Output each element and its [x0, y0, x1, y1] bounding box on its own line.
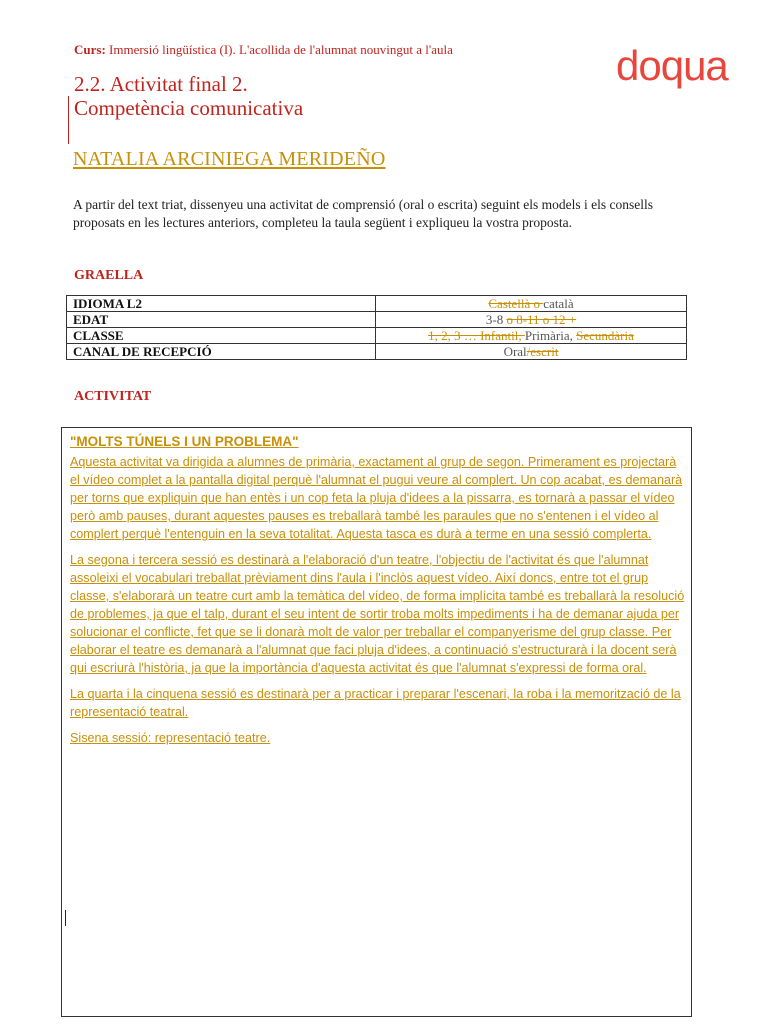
graella-heading: GRAELLA [74, 268, 144, 283]
activitat-content[interactable] [70, 433, 688, 755]
deleted-text: Secundària [576, 327, 634, 343]
deleted-text: Castellà o [488, 295, 544, 311]
graella-value[interactable] [376, 328, 687, 344]
text-cursor [65, 910, 66, 926]
activitat-paragraph: Sisena sessió: representació teatre. [70, 731, 271, 745]
selected-value: Primària, [524, 327, 577, 343]
graella-value[interactable] [376, 296, 687, 312]
title-accent-bar [68, 96, 69, 144]
title-block [74, 72, 303, 120]
activitat-heading: ACTIVITAT [74, 389, 152, 404]
graella-key: EDAT [67, 312, 376, 328]
graella-row [67, 312, 687, 328]
selected-value: Oral [503, 343, 527, 359]
activitat-title: "MOLTS TÚNELS I UN PROBLEMA" [70, 434, 299, 449]
course-text: Immersió lingüística (I). L'acollida de l'alumnat nouvingut a l'aula [109, 42, 453, 57]
page-title: 2.2. Activitat final 2. [74, 72, 248, 96]
graella-value[interactable] [376, 344, 687, 360]
doqua-logo [616, 44, 756, 106]
graella-value[interactable] [376, 312, 687, 328]
deleted-text: o 8-11 o 12 + [506, 311, 577, 327]
logo-text: doqua [616, 44, 728, 89]
graella-key: CANAL DE RECEPCIÓ [67, 344, 376, 360]
activitat-paragraph: Aquesta activitat va dirigida a alumnes de primària, exactament al grup de segon. Primerament es projectarà el vídeo complet a la pantalla digital perquè l'alumnat el pugui veure al complert. Un cop acabat, es demanarà per torns que expliquin que han entès i un cop feta la pluja d'idees a la pissarra, es tornarà a passar el vídeo però amb pauses, durant aquestes pauses es treballarà també les paraules que no s'entenen i el vídeo al complert perquè l'entenguin en la seva totalitat. Aquesta tasca es durà a terme en una sessió complerta. [70, 455, 683, 541]
activitat-paragraph: La quarta i la cinquena sessió es destinarà per a practicar i preparar l'escenari, la roba i la memorització de la representació teatral. [70, 687, 681, 719]
graella-key: IDIOMA L2 [67, 296, 376, 312]
graella-key: CLASSE [67, 328, 376, 344]
graella-row [67, 344, 687, 360]
graella-row [67, 296, 687, 312]
graella-row [67, 328, 687, 344]
deleted-text: 1, 2, 3 … Infantil, [428, 327, 525, 343]
activitat-paragraph: La segona i tercera sessió es destinarà a l'elaboració d'un teatre, l'objectiu de l'activitat és que l'alumnat assoleixi el vocabulari treballat prèviament dins l'aula i l'inclòs aquest vídeo. Així doncs, entre tot el grup classe, s'elaborarà un teatre curt amb la temàtica del vídeo, de forma implícita també es treballarà la resolució de problemes, ja que el talp, durant el seu intent de sortir troba molts impediments i ha de demanar ajuda per solucionar el conflicte, fet que se li donarà molt de valor per treballar el companyerisme del grup classe. Per elaborar el teatre es demanarà a l'alumnat que faci pluja d'idees, a continuació s'estructurarà i la docent serà qui escriurà l'història, ja que la importància d'aquesta activitat és que l'alumnat s'expressi de forma oral. [70, 553, 685, 675]
selected-value: 3-8 [485, 311, 507, 327]
selected-value: català [543, 295, 574, 311]
course-line [74, 42, 453, 58]
instructions-text: A partir del text triat, dissenyeu una activitat de comprensió (oral o escrita) seguint els models i els consells proposats en les lectures anteriors, completeu la taula següent i expliqueu la vostra proposta. [73, 197, 653, 230]
course-label: Curs: [74, 42, 106, 57]
author-name: NATALIA ARCINIEGA MERIDEÑO [73, 148, 386, 170]
deleted-text: /escrit [526, 343, 559, 359]
page-subtitle: Competència comunicativa [74, 96, 304, 120]
graella-table [66, 295, 687, 360]
